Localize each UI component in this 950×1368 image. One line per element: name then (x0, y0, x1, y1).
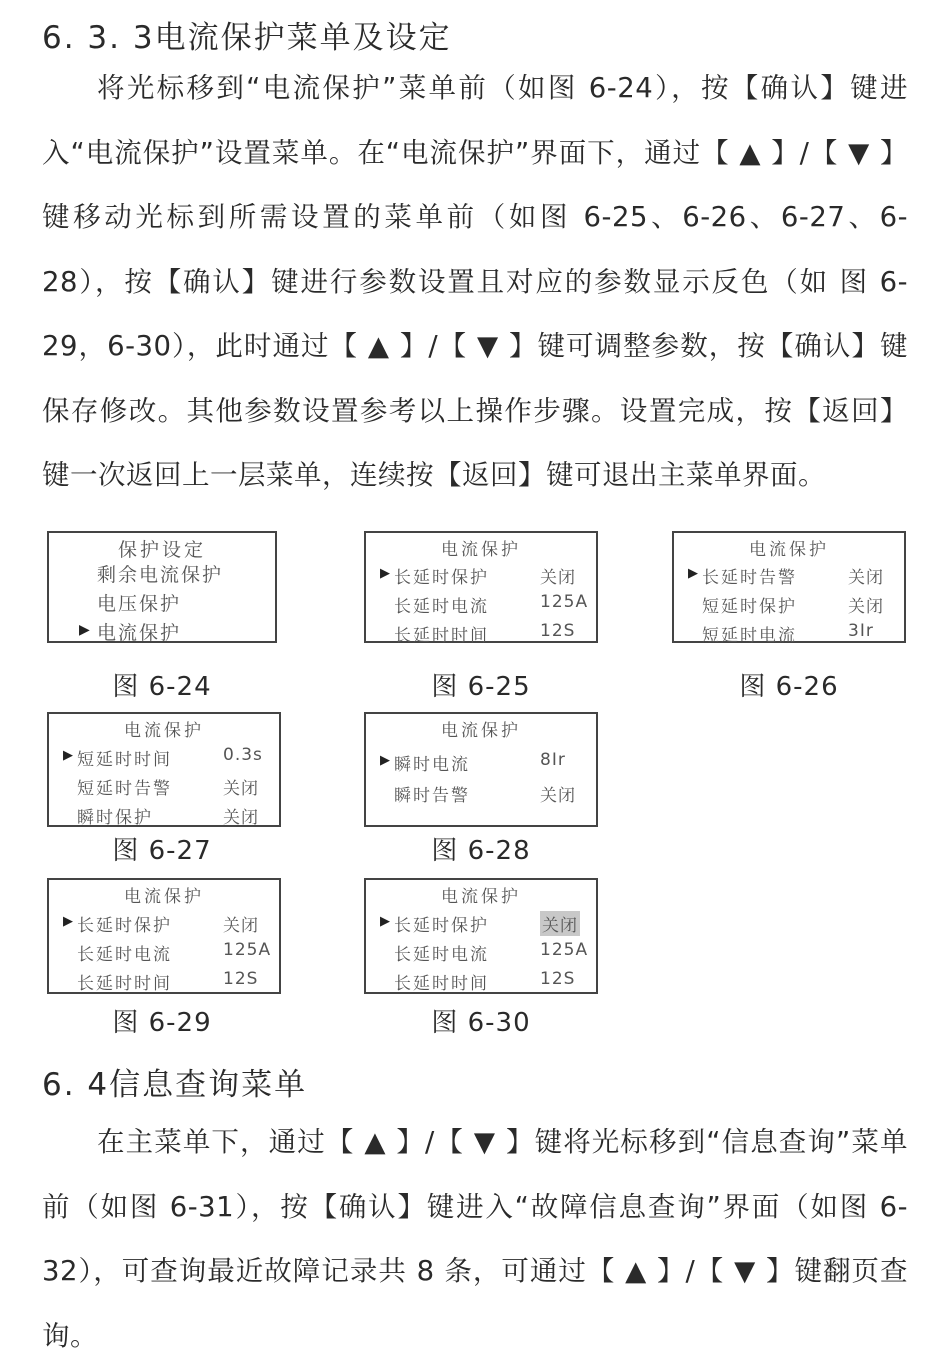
setting-value: 12S (540, 621, 576, 641)
setting-label: 长延时时间 (394, 974, 489, 994)
figure-caption-6-26: 图 6-26 (739, 672, 839, 702)
setting-value: 12S (223, 969, 259, 989)
setting-value: 12S (540, 969, 576, 989)
lcd-figure-6-25 (364, 531, 598, 646)
section-title-6-3-3: 6. 3. 3电流保护菜单及设定 (42, 20, 452, 56)
setting-label: 长延时时间 (77, 974, 172, 994)
lcd-title: 电流保护 (441, 540, 521, 560)
menu-item (79, 589, 265, 615)
figure-caption-6-30: 图 6-30 (431, 1008, 531, 1038)
lcd-title: 电流保护 (124, 721, 204, 741)
setting-value: 关闭 (223, 808, 259, 828)
cursor-arrow-icon: ▶ (380, 566, 390, 581)
setting-row (380, 940, 589, 965)
setting-value: 关闭 (223, 916, 259, 936)
setting-label: 短延时电流 (702, 626, 797, 646)
section-6-4-paragraph: 在主菜单下，通过【 ▲ 】/【 ▼ 】键将光标移到“信息查询”菜单前（如图 6-31），按【确认】键进入“故障信息查询”界面（如图 6-32），可查询最近故障记录共 8 条，可通过【 ▲ 】/【 ▼ 】键翻页查询。 (42, 1126, 908, 1352)
setting-label: 长延时保护 (77, 916, 172, 936)
setting-label: 短延时告警 (77, 779, 172, 799)
setting-value: 关闭 (540, 786, 576, 806)
setting-value: 0.3s (223, 745, 263, 765)
lcd-title: 电流保护 (441, 887, 521, 907)
setting-row-selected (380, 911, 582, 935)
lcd-figure-6-27 (47, 712, 281, 827)
lcd-figure-6-29 (47, 878, 281, 994)
setting-label: 短延时保护 (702, 597, 797, 617)
setting-label: 长延时保护 (394, 568, 489, 588)
setting-row (63, 803, 265, 827)
menu-item-label: 电压保护 (97, 593, 182, 615)
cursor-arrow-icon: ▶ (380, 753, 390, 768)
figure-caption-6-29: 图 6-29 (112, 1008, 212, 1038)
setting-value: 关闭 (540, 568, 576, 588)
setting-row (380, 969, 582, 993)
lcd-figure-6-26 (672, 531, 906, 646)
lcd-figure-6-24 (47, 531, 277, 643)
figure-caption-6-25: 图 6-25 (431, 672, 531, 702)
setting-value: 8Ir (540, 750, 566, 770)
setting-value: 关闭 (848, 568, 884, 588)
setting-value-highlighted: 关闭 (540, 911, 580, 936)
section-6-3-3-paragraph: 将光标移到“电流保护”菜单前（如图 6-24），按【确认】键进入“电流保护”设置菜单。在“电流保护”界面下，通过【 ▲ 】/【 ▼ 】键移动光标到所需设置的菜单前（如图 6-25、6-26、6-27、6-28），按【确认】键进行参数设置且对应的参数显示反色（如 图 6-29，6-30），此时通过【 ▲ 】/【 ▼ 】键可调整参数，按【确认】键保存修改。其他参数设置参考以上操作步骤。设置完成，按【返回】键一次返回上一层菜单，连续按【返回】键可退出主菜单界面。 (42, 72, 908, 491)
menu-item (79, 560, 265, 586)
section-title-6-4: 6. 4信息查询菜单 (42, 1067, 308, 1103)
setting-label: 瞬时电流 (394, 755, 470, 775)
lcd-title: 电流保护 (124, 887, 204, 907)
lcd-title: 保护设定 (117, 539, 206, 561)
setting-label: 长延时保护 (394, 916, 489, 936)
cursor-arrow-icon: ▶ (79, 622, 92, 638)
setting-value: 3Ir (848, 621, 874, 641)
setting-row-selected (380, 750, 582, 774)
figure-caption-6-27: 图 6-27 (112, 836, 212, 866)
cursor-arrow-icon: ▶ (63, 914, 73, 929)
lcd-figure-6-30 (364, 878, 598, 994)
setting-row (380, 592, 589, 617)
figure-caption-6-28: 图 6-28 (431, 836, 531, 866)
lcd-title: 电流保护 (441, 721, 521, 741)
setting-row (63, 969, 265, 993)
setting-label: 长延时电流 (394, 945, 489, 965)
lcd-figure-6-28 (364, 712, 598, 827)
setting-row (688, 592, 890, 616)
setting-label: 长延时告警 (702, 568, 797, 588)
lcd-title: 电流保护 (749, 540, 829, 560)
cursor-arrow-icon: ▶ (688, 566, 698, 581)
setting-row (380, 781, 582, 805)
setting-label: 长延时电流 (394, 597, 489, 617)
setting-row (63, 940, 272, 965)
setting-label: 瞬时保护 (77, 808, 153, 828)
setting-value: 关闭 (223, 779, 259, 799)
setting-value: 125A (223, 940, 272, 960)
setting-row-selected (688, 563, 890, 587)
setting-row (380, 621, 582, 645)
menu-item-label: 剩余电流保护 (97, 564, 224, 586)
setting-row (63, 774, 265, 798)
figure-caption-6-24: 图 6-24 (112, 672, 212, 702)
setting-value: 关闭 (848, 597, 884, 617)
setting-value: 125A (540, 940, 589, 960)
setting-row-selected (63, 745, 265, 769)
setting-label: 瞬时告警 (394, 786, 470, 806)
setting-label: 长延时时间 (394, 626, 489, 646)
setting-row-selected (380, 563, 582, 587)
setting-value: 125A (540, 592, 589, 612)
menu-item-label: 电流保护 (97, 622, 182, 644)
setting-row-selected (63, 911, 265, 935)
setting-row (688, 621, 890, 645)
setting-label: 短延时时间 (77, 750, 172, 770)
cursor-arrow-icon: ▶ (63, 748, 73, 763)
cursor-arrow-icon: ▶ (380, 914, 390, 929)
setting-label: 长延时电流 (77, 945, 172, 965)
menu-item-selected (79, 618, 265, 644)
